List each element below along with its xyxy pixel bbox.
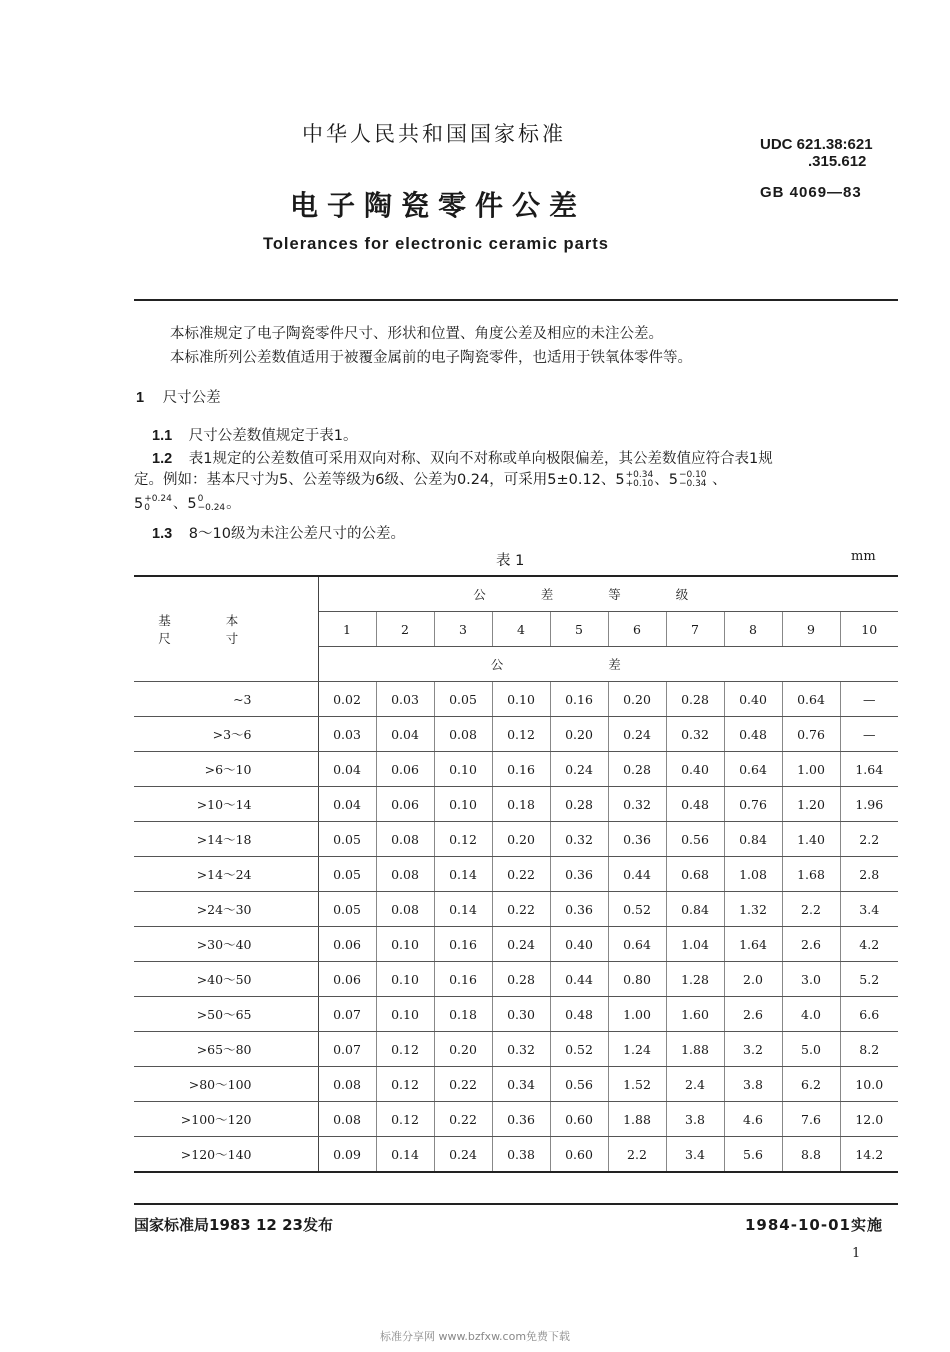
grade-header-cell: 9 [782, 612, 840, 647]
tolerance-value-cell: 0.05 [434, 682, 492, 717]
grade-header-cell: 2 [376, 612, 434, 647]
tolerance-value-cell: 0.76 [724, 787, 782, 822]
tolerance-value-cell: 8.2 [840, 1032, 898, 1067]
tolerance-value-cell: 0.16 [434, 927, 492, 962]
tolerance-value-cell: 0.16 [550, 682, 608, 717]
clause-text: 5 [134, 496, 144, 512]
tolerance-value-cell: 0.04 [318, 752, 376, 787]
upper-deviation: 0 [197, 494, 204, 504]
document-title-cn: 电子陶瓷零件公差 [290, 189, 587, 222]
grade-header-cell: 6 [608, 612, 666, 647]
tolerance-value-cell: 0.24 [492, 927, 550, 962]
tolerance-value-cell: 0.05 [318, 857, 376, 892]
basic-size-cell: >3～6 [134, 717, 318, 752]
tolerance-value-cell: 3.8 [666, 1102, 724, 1137]
tolerance-value-cell: 2.8 [840, 857, 898, 892]
header-tolerance-label: 公差 [490, 657, 726, 672]
tolerance-value-cell: 0.32 [550, 822, 608, 857]
tolerance-value-cell: 0.32 [666, 717, 724, 752]
tolerance-value-cell: 2.2 [782, 892, 840, 927]
tolerance-stack [626, 471, 654, 489]
tolerance-value-cell: 0.03 [318, 717, 376, 752]
tolerance-value-cell: 1.20 [782, 787, 840, 822]
clause-text: 表1规定的公差数值可采用双向对称、双向不对称或单向极限偏差，其公差数值应符合表1规 [188, 451, 773, 467]
clause-text: 8～10级为未注公差尺寸的公差。 [188, 526, 405, 542]
grade-header-cell: 5 [550, 612, 608, 647]
grade-header-cell: 3 [434, 612, 492, 647]
table-row [134, 857, 898, 892]
basic-size-cell: >30～40 [134, 927, 318, 962]
tolerance-value-cell: 0.44 [608, 857, 666, 892]
tolerance-value-cell: 1.96 [840, 787, 898, 822]
separator: 、5 [172, 496, 197, 512]
udc-code [760, 136, 873, 170]
table-caption: 表 1 [496, 553, 525, 569]
tolerance-value-cell: 2.2 [840, 822, 898, 857]
clause-text: 尺寸公差数值规定于表1。 [188, 428, 358, 444]
tolerance-value-cell: 1.52 [608, 1067, 666, 1102]
tolerance-value-cell: 0.16 [492, 752, 550, 787]
tolerance-value-cell: 0.14 [434, 857, 492, 892]
tolerance-value-cell: 0.12 [492, 717, 550, 752]
tolerance-value-cell: 0.10 [434, 752, 492, 787]
table-row [134, 1137, 898, 1173]
tolerance-value-cell: 0.04 [318, 787, 376, 822]
tolerance-value-cell: 0.20 [608, 682, 666, 717]
tolerance-value-cell: 2.6 [724, 997, 782, 1032]
tolerance-value-cell: 0.52 [608, 892, 666, 927]
tolerance-value-cell: 0.40 [550, 927, 608, 962]
udc-line-2: .315.612 [808, 153, 867, 170]
header-tolerance-grade-label: 公差等级 [473, 587, 744, 602]
tolerance-value-cell: 0.40 [724, 682, 782, 717]
tolerance-value-cell: 0.08 [376, 892, 434, 927]
lower-deviation: +0.10 [625, 479, 654, 489]
tolerance-value-cell: 5.0 [782, 1032, 840, 1067]
table-row [134, 927, 898, 962]
tolerance-value-cell: 0.28 [608, 752, 666, 787]
tolerance-value-cell: 0.18 [434, 997, 492, 1032]
tolerance-value-cell: 0.36 [492, 1102, 550, 1137]
tolerance-value-cell: 1.24 [608, 1032, 666, 1067]
tolerance-value-cell: 0.20 [492, 822, 550, 857]
tolerance-value-cell: 0.16 [434, 962, 492, 997]
tolerance-value-cell: 3.2 [724, 1032, 782, 1067]
section-title: 尺寸公差 [162, 390, 221, 406]
grade-header-cell: 7 [666, 612, 724, 647]
intro-paragraph-2: 本标准所列公差数值适用于被覆金属前的电子陶瓷零件，也适用于铁氧体零件等。 [170, 350, 692, 366]
tolerance-value-cell: 0.22 [434, 1067, 492, 1102]
tolerance-value-cell: 0.07 [318, 1032, 376, 1067]
tolerance-value-cell: 3.0 [782, 962, 840, 997]
tolerance-value-cell: 7.6 [782, 1102, 840, 1137]
basic-size-cell: >65～80 [134, 1032, 318, 1067]
tolerance-value-cell: 0.05 [318, 822, 376, 857]
tolerance-value-cell: 2.6 [782, 927, 840, 962]
lower-deviation: 0 [144, 503, 150, 513]
tolerance-value-cell: 5.2 [840, 962, 898, 997]
table-row [134, 997, 898, 1032]
tolerance-value-cell: 0.36 [550, 892, 608, 927]
tolerance-value-cell: 0.20 [550, 717, 608, 752]
grade-header-cell: 10 [840, 612, 898, 647]
basic-size-cell: >40～50 [134, 962, 318, 997]
basic-size-cell: >80～100 [134, 1067, 318, 1102]
intro-paragraph-1: 本标准规定了电子陶瓷零件尺寸、形状和位置、角度公差及相应的未注公差。 [170, 326, 663, 342]
table-row [134, 962, 898, 997]
tolerance-value-cell: 2.4 [666, 1067, 724, 1102]
separator: 。 [226, 496, 241, 512]
tolerance-value-cell: 0.28 [492, 962, 550, 997]
basic-size-cell: >50～65 [134, 997, 318, 1032]
tolerance-value-cell: 0.02 [318, 682, 376, 717]
tolerance-value-cell: 0.84 [724, 822, 782, 857]
clause-1-2-line-3 [134, 492, 241, 513]
tolerance-value-cell: 0.64 [608, 927, 666, 962]
tolerance-value-cell: 0.06 [318, 962, 376, 997]
tolerance-value-cell: 0.68 [666, 857, 724, 892]
tolerance-value-cell: 0.64 [782, 682, 840, 717]
tolerance-value-cell: 1.04 [666, 927, 724, 962]
tolerance-value-cell: 0.24 [550, 752, 608, 787]
udc-line-1: UDC 621.38:621 [760, 136, 873, 153]
tolerance-value-cell: 0.56 [550, 1067, 608, 1102]
tolerance-value-cell: — [840, 717, 898, 752]
clause-1-2-line-2 [134, 468, 727, 489]
tolerance-value-cell: 0.28 [666, 682, 724, 717]
table-row [134, 787, 898, 822]
upper-deviation: −0.10 [678, 470, 707, 480]
tolerance-table [134, 575, 898, 1173]
tolerance-value-cell: 0.40 [666, 752, 724, 787]
tolerance-value-cell: 0.76 [782, 717, 840, 752]
tolerance-stack [198, 495, 226, 513]
national-standard-heading: 中华人民共和国国家标准 [302, 122, 566, 146]
tolerance-value-cell: 0.48 [724, 717, 782, 752]
tolerance-value-cell: 1.00 [608, 997, 666, 1032]
clause-number: 1.2 [152, 451, 173, 467]
tolerance-value-cell: 0.48 [666, 787, 724, 822]
tolerance-value-cell: 0.80 [608, 962, 666, 997]
tolerance-value-cell: 0.44 [550, 962, 608, 997]
lower-deviation: −0.24 [197, 503, 226, 513]
tolerance-value-cell: 4.6 [724, 1102, 782, 1137]
table-row [134, 1102, 898, 1137]
separator: 、5 [654, 472, 678, 488]
table-row [134, 1067, 898, 1102]
tolerance-value-cell: 0.12 [376, 1032, 434, 1067]
tolerance-value-cell: 0.12 [376, 1067, 434, 1102]
tolerance-value-cell: 4.0 [782, 997, 840, 1032]
tolerance-value-cell: 1.08 [724, 857, 782, 892]
footer-divider [134, 1203, 898, 1205]
lower-deviation: −0.34 [678, 479, 707, 489]
section-1-heading [136, 386, 221, 407]
tolerance-value-cell: 1.64 [840, 752, 898, 787]
tolerance-value-cell: 0.28 [550, 787, 608, 822]
tolerance-value-cell: 1.88 [608, 1102, 666, 1137]
tolerance-value-cell: 10.0 [840, 1067, 898, 1102]
tolerance-value-cell: 3.4 [840, 892, 898, 927]
tolerance-value-cell: 0.56 [666, 822, 724, 857]
tolerance-value-cell: 1.40 [782, 822, 840, 857]
table-row [134, 892, 898, 927]
tolerance-value-cell: 0.10 [492, 682, 550, 717]
tolerance-value-cell: 1.88 [666, 1032, 724, 1067]
table-row [134, 822, 898, 857]
basic-size-cell: >10～14 [134, 787, 318, 822]
document-title-en: Tolerances for electronic ceramic parts [263, 235, 609, 253]
tolerance-value-cell: 0.22 [492, 857, 550, 892]
tolerance-value-cell: 3.4 [666, 1137, 724, 1173]
grade-header-cell: 8 [724, 612, 782, 647]
tolerance-value-cell: 0.04 [376, 717, 434, 752]
header-tolerance [318, 647, 898, 682]
table-unit: mm [851, 549, 876, 564]
header-basic-size [134, 576, 318, 682]
tolerance-value-cell: 0.07 [318, 997, 376, 1032]
header-basic-size-label: 基本尺寸 [158, 613, 294, 646]
table-header-row [134, 576, 898, 612]
issue-date: 国家标准局1983 12 23发布 [134, 1216, 333, 1234]
clause-number: 1.3 [152, 526, 173, 542]
tolerance-stack [679, 471, 707, 489]
tolerance-value-cell: 0.08 [376, 822, 434, 857]
tolerance-value-cell: 2.2 [608, 1137, 666, 1173]
tolerance-value-cell: 0.60 [550, 1137, 608, 1173]
tolerance-value-cell: 0.84 [666, 892, 724, 927]
tolerance-value-cell: 0.52 [550, 1032, 608, 1067]
page-number: 1 [852, 1246, 861, 1261]
tolerance-value-cell: 0.14 [376, 1137, 434, 1173]
upper-deviation: +0.34 [625, 470, 654, 480]
basic-size-cell: >14～24 [134, 857, 318, 892]
tolerance-value-cell: 0.06 [376, 752, 434, 787]
tolerance-value-cell: 0.14 [434, 892, 492, 927]
tolerance-value-cell: 0.24 [434, 1137, 492, 1173]
table-row [134, 717, 898, 752]
tolerance-value-cell: 1.68 [782, 857, 840, 892]
tolerance-value-cell: 0.06 [376, 787, 434, 822]
tolerance-value-cell: 14.2 [840, 1137, 898, 1173]
tolerance-value-cell: 1.32 [724, 892, 782, 927]
tolerance-value-cell: 0.12 [434, 822, 492, 857]
grade-header-cell: 4 [492, 612, 550, 647]
basic-size-cell: >6～10 [134, 752, 318, 787]
tolerance-value-cell: 0.22 [492, 892, 550, 927]
tolerance-value-cell: 0.05 [318, 892, 376, 927]
tolerance-value-cell: 0.10 [376, 997, 434, 1032]
basic-size-cell: >120～140 [134, 1137, 318, 1173]
tolerance-value-cell: 0.32 [608, 787, 666, 822]
tolerance-value-cell: 2.0 [724, 962, 782, 997]
clause-1-2-line-1 [152, 447, 773, 468]
tolerance-value-cell: 1.64 [724, 927, 782, 962]
tolerance-stack [144, 495, 172, 513]
tolerance-value-cell: 0.08 [318, 1102, 376, 1137]
clause-number: 1.1 [152, 428, 173, 444]
basic-size-cell: >24～30 [134, 892, 318, 927]
tolerance-value-cell: 0.12 [376, 1102, 434, 1137]
tolerance-value-cell: 1.28 [666, 962, 724, 997]
tolerance-value-cell: 0.36 [550, 857, 608, 892]
clause-text: 定。例如：基本尺寸为5、公差等级为6级、公差为0.24，可采用5±0.12、5 [134, 472, 625, 488]
table-row [134, 752, 898, 787]
upper-deviation: +0.24 [144, 494, 172, 504]
table-row [134, 682, 898, 717]
tolerance-value-cell: 0.03 [376, 682, 434, 717]
separator: 、 [707, 472, 727, 488]
standard-number: GB 4069—83 [760, 184, 862, 201]
tolerance-value-cell: 4.2 [840, 927, 898, 962]
tolerance-value-cell: 0.48 [550, 997, 608, 1032]
header-divider [134, 299, 898, 301]
tolerance-value-cell: 0.08 [376, 857, 434, 892]
tolerance-value-cell: 0.18 [492, 787, 550, 822]
tolerance-value-cell: 0.38 [492, 1137, 550, 1173]
tolerance-value-cell: 12.0 [840, 1102, 898, 1137]
tolerance-value-cell: 0.24 [608, 717, 666, 752]
tolerance-value-cell: 0.30 [492, 997, 550, 1032]
tolerance-value-cell: 0.08 [434, 717, 492, 752]
tolerance-value-cell: 0.06 [318, 927, 376, 962]
basic-size-cell: >14～18 [134, 822, 318, 857]
tolerance-value-cell: 1.00 [782, 752, 840, 787]
watermark-text: 标准分享网 www.bzfxw.com免费下载 [379, 1330, 571, 1343]
tolerance-value-cell: 0.60 [550, 1102, 608, 1137]
table-row [134, 1032, 898, 1067]
tolerance-value-cell: 6.6 [840, 997, 898, 1032]
tolerance-value-cell: 0.22 [434, 1102, 492, 1137]
tolerance-value-cell: 0.10 [376, 927, 434, 962]
tolerance-value-cell: 0.10 [376, 962, 434, 997]
tolerance-value-cell: 0.10 [434, 787, 492, 822]
tolerance-value-cell: 6.2 [782, 1067, 840, 1102]
tolerance-value-cell: 1.60 [666, 997, 724, 1032]
basic-size-cell: ~3 [134, 682, 318, 717]
header-tolerance-grade [318, 576, 898, 612]
tolerance-value-cell: — [840, 682, 898, 717]
tolerance-value-cell: 0.34 [492, 1067, 550, 1102]
tolerance-value-cell: 3.8 [724, 1067, 782, 1102]
tolerance-value-cell: 0.20 [434, 1032, 492, 1067]
grade-header-cell: 1 [318, 612, 376, 647]
tolerance-value-cell: 5.6 [724, 1137, 782, 1173]
tolerance-value-cell: 0.09 [318, 1137, 376, 1173]
tolerance-value-cell: 0.32 [492, 1032, 550, 1067]
tolerance-value-cell: 0.08 [318, 1067, 376, 1102]
clause-1-1 [152, 424, 358, 445]
tolerance-value-cell: 0.64 [724, 752, 782, 787]
effective-date: 1984-10-01实施 [745, 1216, 883, 1234]
clause-1-3 [152, 522, 405, 543]
tolerance-value-cell: 8.8 [782, 1137, 840, 1173]
tolerance-value-cell: 0.36 [608, 822, 666, 857]
basic-size-cell: >100～120 [134, 1102, 318, 1137]
section-number: 1 [136, 390, 145, 406]
